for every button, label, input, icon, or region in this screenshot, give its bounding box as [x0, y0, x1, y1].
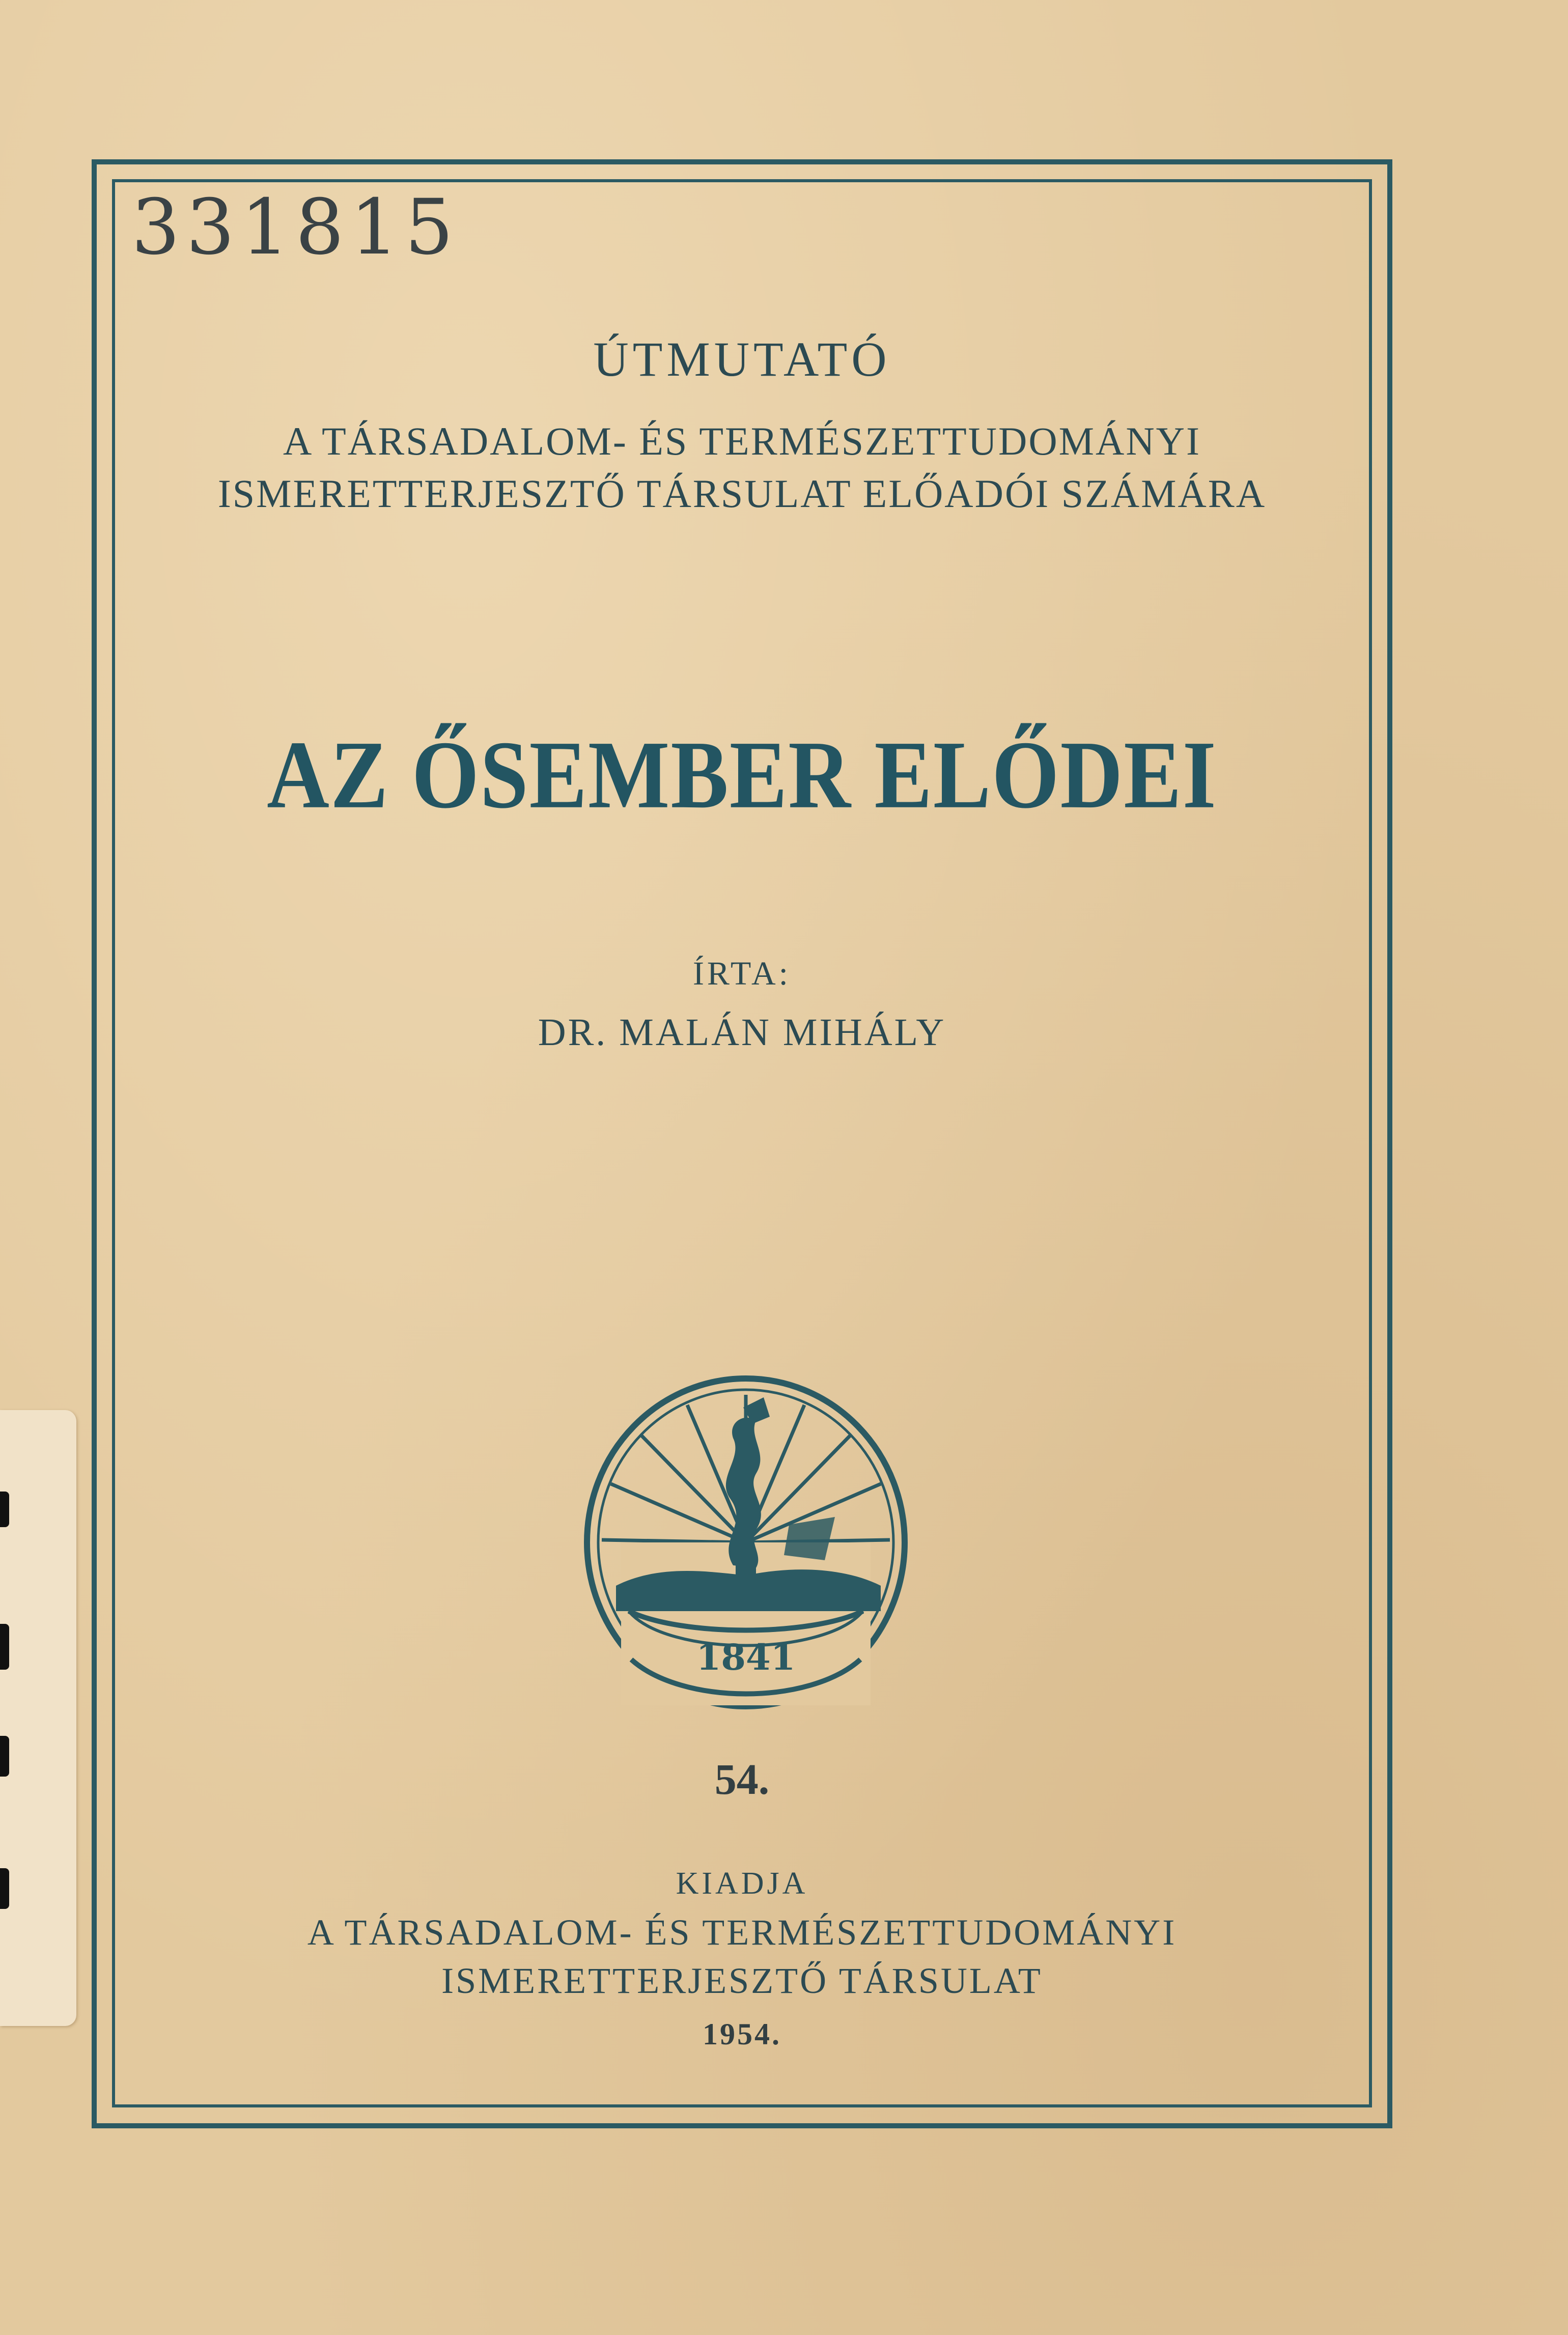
inner-border-frame	[112, 179, 1372, 2107]
publisher-label: KIADJA	[676, 1866, 808, 1901]
publisher-seal-icon	[580, 1372, 911, 1713]
tab-mark	[0, 1868, 9, 1909]
series-subtitle-line1: A TÁRSADALOM- ÉS TERMÉSZETTUDOMÁNYI	[283, 419, 1201, 463]
publication-year: 1954.	[703, 2017, 781, 2051]
tab-mark	[0, 1492, 9, 1527]
author-label: ÍRTA:	[692, 955, 792, 992]
series-title: ÚTMUTATÓ	[593, 332, 891, 386]
series-subtitle-line2: ISMERETTERJESZTŐ TÁRSULAT ELŐADÓI SZÁMÁRA	[217, 471, 1267, 516]
inventory-stamp-number: 331815	[131, 183, 460, 272]
tab-mark	[0, 1624, 9, 1670]
author-name: DR. MALÁN MIHÁLY	[538, 1011, 946, 1054]
publisher-line2: ISMERETTERJESZTŐ TÁRSULAT	[441, 1960, 1043, 2001]
seal-year: 1841	[696, 1636, 796, 1678]
tab-mark	[0, 1736, 9, 1777]
library-label-tab	[0, 1410, 76, 2026]
book-title: AZ ŐSEMBER ELŐDEI	[267, 721, 1217, 829]
publisher-line1: A TÁRSADALOM- ÉS TERMÉSZETTUDOMÁNYI	[307, 1912, 1177, 1953]
volume-number: 54.	[714, 1755, 770, 1804]
